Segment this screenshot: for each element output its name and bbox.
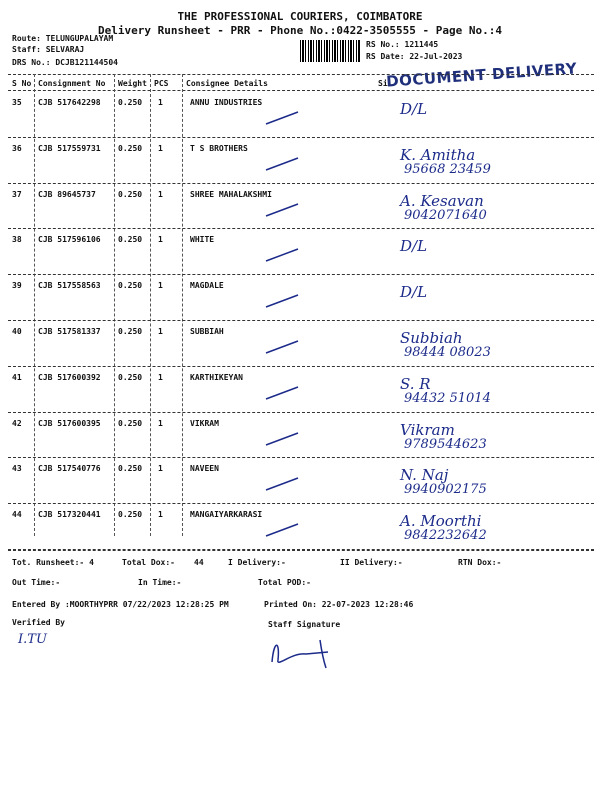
row-weight: 0.250 [118, 327, 143, 336]
entered-by: Entered By :MOORTHYPRR 07/22/2023 12:28:25 PM [12, 600, 229, 609]
verified-by-label: Verified By [12, 618, 65, 627]
row-consignment-no: CJB 89645737 [38, 189, 96, 199]
table-row [0, 367, 600, 413]
row-sno: 36 [12, 143, 22, 153]
table-bottom-rule [8, 550, 594, 551]
staff-signature-label: Staff Signature [268, 620, 341, 629]
header-bottom-rule [8, 90, 594, 91]
recipient-phone: 9789544623 [404, 436, 487, 452]
table-row [0, 321, 600, 367]
table-row [0, 138, 600, 184]
recipient-phone: 95668 23459 [404, 161, 491, 177]
col-header-weight: Weight [118, 79, 147, 88]
row-weight: 0.250 [118, 143, 143, 153]
check-mark-icon [264, 154, 304, 174]
recipient-signature: D/L [400, 237, 428, 256]
row-pcs: 1 [158, 143, 163, 153]
row-sno: 35 [12, 98, 22, 107]
check-mark-icon [264, 337, 304, 357]
row-sno: 37 [12, 189, 22, 199]
recipient-signature: A. Kesavan [400, 191, 484, 210]
recipient-signature: Vikram [400, 420, 455, 439]
recipient-phone: 94432 51014 [404, 390, 491, 406]
row-consignment-no: CJB 517596106 [38, 235, 101, 245]
row-consignee: VIKRAM [190, 418, 219, 428]
runsheet-subtitle: Delivery Runsheet - PRR - Phone No.:0422-3505555 - Page No.:4 [98, 24, 502, 37]
company-title: THE PROFESSIONAL COURIERS, COIMBATORE [177, 10, 423, 23]
recipient-signature: Subbiah [400, 329, 463, 347]
staff-label: Staff: SELVARAJ [12, 45, 85, 54]
row-consignee: T S BROTHERS [190, 143, 248, 153]
row-consignment-no: CJB 517559731 [38, 143, 101, 153]
row-pcs: 1 [158, 281, 163, 291]
out-time-label: Out Time:- [12, 578, 61, 587]
row-consignee: MAGDALE [190, 281, 224, 291]
row-weight: 0.250 [118, 464, 143, 474]
row-consignment-no: CJB 517581337 [38, 327, 101, 336]
recipient-signature: D/L [400, 100, 428, 118]
verified-handwritten-signature: I.TU [18, 632, 47, 647]
tot-runsheet: Tot. Runsheet:- 4 [12, 558, 94, 567]
col-header-sno: S No [12, 79, 32, 88]
check-mark-icon [264, 200, 304, 220]
recipient-signature: S. R [400, 374, 431, 393]
i-delivery-label: I Delivery:- [228, 558, 286, 567]
staff-signature-scribble [262, 632, 342, 672]
rs-date-label: RS Date: 22-Jul-2023 [366, 52, 463, 61]
header-top-rule [8, 74, 594, 75]
drs-label: DRS No.: DCJB121144504 [12, 58, 118, 67]
row-pcs: 1 [158, 189, 163, 199]
barcode-image [300, 40, 360, 62]
row-consignee: NAVEEN [190, 464, 219, 474]
check-mark-icon [264, 383, 304, 403]
row-sno: 40 [12, 327, 22, 336]
recipient-phone: 98444 08023 [404, 345, 491, 360]
row-pcs: 1 [158, 464, 163, 474]
total-pod-label: Total POD:- [258, 578, 311, 587]
recipient-signature: A. Moorthi [400, 512, 482, 531]
row-pcs: 1 [158, 235, 163, 245]
check-mark-icon [264, 291, 304, 311]
total-dox-label: Total Dox:- [122, 558, 175, 567]
table-row [0, 458, 600, 504]
document-delivery-stamp: DOCUMENT DELIVERY [385, 59, 578, 91]
row-consignment-no: CJB 517600395 [38, 418, 101, 428]
row-sno: 43 [12, 464, 22, 474]
row-pcs: 1 [158, 510, 163, 520]
row-weight: 0.250 [118, 372, 143, 382]
row-sno: 39 [12, 281, 22, 291]
table-row [0, 504, 600, 550]
col-header-consignee: Consignee Details [186, 79, 268, 88]
row-pcs: 1 [158, 327, 163, 336]
row-consignee: ANNU INDUSTRIES [190, 98, 263, 107]
recipient-phone: 9042071640 [404, 207, 487, 223]
table-row [0, 275, 600, 321]
table-row [0, 229, 600, 275]
row-consignee: SUBBIAH [190, 327, 224, 336]
row-sno: 42 [12, 418, 22, 428]
in-time-label: In Time:- [138, 578, 182, 587]
row-consignment-no: CJB 517320441 [38, 510, 101, 520]
row-consignment-no: CJB 517558563 [38, 281, 101, 291]
recipient-phone: 9940902175 [404, 482, 487, 498]
check-mark-icon [264, 520, 304, 540]
row-consignee: SHREE MAHALAKSHMI [190, 189, 272, 199]
row-sno: 41 [12, 372, 22, 382]
row-weight: 0.250 [118, 510, 143, 520]
row-weight: 0.250 [118, 418, 143, 428]
col-header-pcs: PCS [154, 79, 169, 88]
row-sno: 44 [12, 510, 22, 520]
row-sno: 38 [12, 235, 22, 245]
col-header-consignment: Consignment No [38, 79, 106, 88]
total-dox-value: 44 [194, 558, 204, 567]
recipient-signature: K. Amitha [400, 145, 476, 164]
ii-delivery-label: II Delivery:- [340, 558, 403, 567]
row-pcs: 1 [158, 98, 163, 107]
rs-no-label: RS No.: 1211445 [366, 40, 439, 49]
row-consignment-no: CJB 517540776 [38, 464, 101, 474]
row-consignment-no: CJB 517642298 [38, 98, 101, 107]
row-weight: 0.250 [118, 235, 143, 245]
recipient-signature: D/L [400, 283, 428, 302]
check-mark-icon [264, 429, 304, 449]
recipient-phone: 9842232642 [404, 528, 487, 544]
row-consignee: MANGAIYARKARASI [190, 510, 263, 520]
check-mark-icon [264, 474, 304, 494]
table-row [0, 184, 600, 230]
table-row [0, 413, 600, 459]
col-header-signature: Si [378, 79, 388, 88]
row-pcs: 1 [158, 418, 163, 428]
route-label: Route: TELUNGUPALAYAM [12, 34, 114, 43]
check-mark-icon [264, 245, 304, 265]
rtn-dox-label: RTN Dox:- [458, 558, 502, 567]
check-mark-icon [264, 108, 304, 128]
row-consignee: WHITE [190, 235, 215, 245]
row-consignment-no: CJB 517600392 [38, 372, 101, 382]
table-row [0, 92, 600, 138]
row-weight: 0.250 [118, 281, 143, 291]
row-consignee: KARTHIKEYAN [190, 372, 243, 382]
row-pcs: 1 [158, 372, 163, 382]
row-weight: 0.250 [118, 98, 143, 107]
recipient-signature: N. Naj [400, 466, 449, 485]
row-weight: 0.250 [118, 189, 143, 199]
printed-on: Printed On: 22-07-2023 12:28:46 [264, 600, 414, 609]
